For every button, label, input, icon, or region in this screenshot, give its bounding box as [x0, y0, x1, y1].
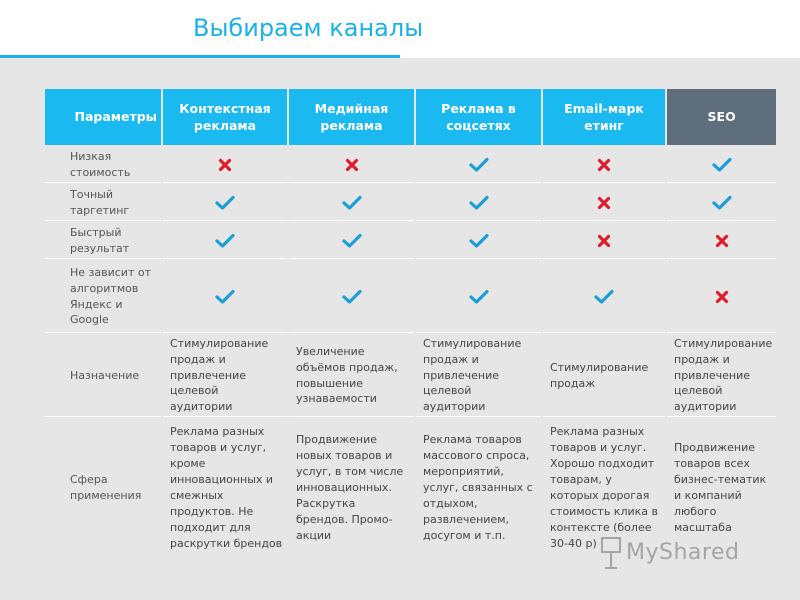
cross-icon [345, 158, 359, 171]
mark-cell [543, 147, 665, 183]
check-icon [469, 290, 489, 303]
check-icon [594, 290, 614, 303]
header-row [45, 89, 776, 145]
cross-icon [218, 158, 232, 171]
row-label: Назначение [45, 335, 161, 417]
purpose-media: Увеличение объёмов продаж, повышение узнаваемости [289, 335, 414, 417]
mark-cell [416, 261, 541, 333]
channels-table [43, 87, 778, 559]
check-icon [215, 290, 235, 303]
header-media-ads-label: Медийная реклама [314, 100, 389, 133]
scope-seo: Продвижение товаров всех бизнес-тематик и компаний любого масштаба [667, 419, 776, 557]
purpose-context: Стимулирование продаж и привлечение целевой аудитории [163, 335, 287, 417]
scope-email: Реклама разных товаров и услуг. Хорошо подходит товарам, у которых дорогая стоимость клика в контексте (более 30-40 р) [543, 419, 665, 557]
cross-icon [597, 158, 611, 171]
row-low-cost [45, 147, 776, 183]
scope-context: Реклама разных товаров и услуг, кроме инновационных и смежных продуктов. Не подходит для раскрутки брендов [163, 419, 287, 557]
purpose-seo: Стимулирование продаж и привлечение целевой аудитории [667, 335, 776, 417]
cross-icon [597, 234, 611, 247]
mark-cell [667, 223, 776, 259]
mark-cell [289, 185, 414, 221]
header-email [543, 89, 665, 145]
mark-cell [163, 185, 287, 221]
cross-icon [715, 234, 729, 247]
mark-cell [163, 147, 287, 183]
check-icon [215, 196, 235, 209]
cross-icon [715, 290, 729, 303]
mark-cell [667, 147, 776, 183]
header-media-ads [289, 89, 414, 145]
mark-cell [667, 261, 776, 333]
row-purpose [45, 335, 776, 417]
mark-cell [289, 223, 414, 259]
row-label: Точный таргетинг [45, 185, 161, 221]
check-icon [342, 290, 362, 303]
header-params: Параметры [45, 89, 161, 145]
mark-cell [543, 185, 665, 221]
purpose-email: Стимулирование продаж [543, 335, 665, 417]
scope-media: Продвижение новых товаров и услуг, в том числе инновационных. Раскрутка брендов. Промо-акции [289, 419, 414, 557]
mark-cell [416, 223, 541, 259]
presentation-icon [600, 536, 624, 572]
mark-cell [289, 261, 414, 333]
header-seo: SEO [667, 89, 776, 145]
scope-social: Реклама товаров массового спроса, мероприятий, услуг, связанных с отдыхом, развлечением, досугом и т.п. [416, 419, 541, 557]
watermark-logo [600, 532, 760, 576]
check-icon [712, 158, 732, 171]
check-icon [215, 234, 235, 247]
check-icon [469, 158, 489, 171]
cross-icon [597, 196, 611, 209]
check-icon [342, 234, 362, 247]
mark-cell [416, 185, 541, 221]
mark-cell [163, 223, 287, 259]
check-icon [469, 196, 489, 209]
check-icon [469, 234, 489, 247]
mark-cell [289, 147, 414, 183]
row-fast-result [45, 223, 776, 259]
header-context-ads-label: Контекстная реклама [179, 100, 271, 133]
row-label: Низкая стоимость [45, 147, 161, 183]
watermark-text: MyShared [626, 540, 740, 565]
row-label: Не зависит от алгоритмов Яндекс и Google [45, 261, 161, 333]
header-social-ads [416, 89, 541, 145]
check-icon [342, 196, 362, 209]
page-title: Выбираем каналы [193, 14, 424, 42]
header-social-ads-label: Реклама в соцсетях [441, 100, 516, 133]
mark-cell [416, 147, 541, 183]
check-icon [712, 196, 732, 209]
mark-cell [543, 223, 665, 259]
purpose-social: Стимулирование продаж и привлечение целевой аудитории [416, 335, 541, 417]
row-label: Быстрый результат [45, 223, 161, 259]
header-context-ads [163, 89, 287, 145]
scope-label: Сфера применения [70, 473, 142, 502]
mark-cell [667, 185, 776, 221]
mark-cell [543, 261, 665, 333]
mark-cell [163, 261, 287, 333]
header-email-label: Email-маркетинг [564, 100, 644, 133]
row-targeting [45, 185, 776, 221]
row-label [45, 419, 161, 557]
row-independent [45, 261, 776, 333]
